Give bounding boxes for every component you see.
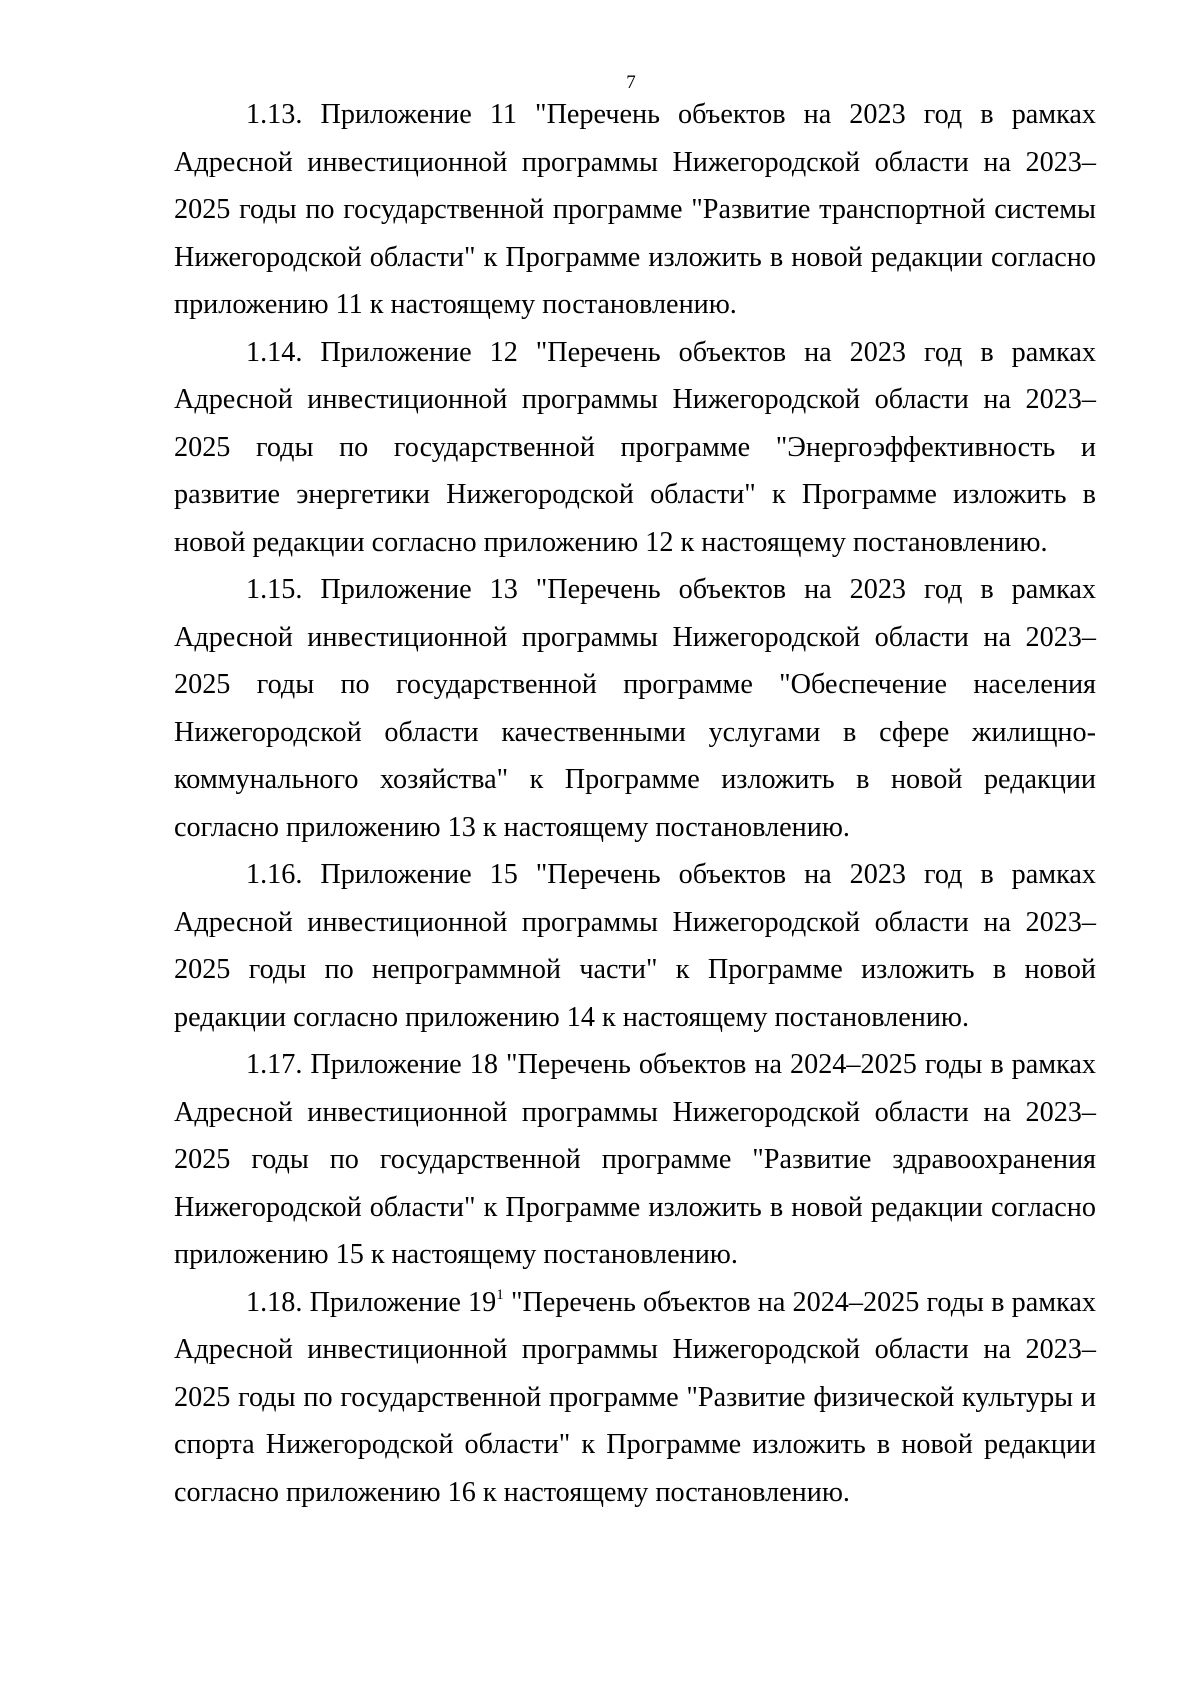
page-number: 7: [626, 72, 636, 93]
paragraph-1-17: [174, 1041, 1096, 1279]
paragraph-text: Приложение 12 "Перечень объектов на 2023 год в рамках Адресной инвестиционной программы Нижегородской области на 2023–2025 годы по государственной программе "Энергоэффективность и развитие энергетики Нижегородской области" к Программе изложить в новой редакции согласно приложению 12 к настоящему постановлению.: [174, 336, 1096, 558]
paragraph-1-18: [174, 1279, 1096, 1517]
paragraph-1-14: [174, 329, 1096, 567]
paragraph-number: 1.16.: [246, 859, 303, 890]
paragraph-1-15: [174, 566, 1096, 851]
paragraph-text: Приложение 18 "Перечень объектов на 2024–2025 годы в рамках Адресной инвестиционной программы Нижегородской области на 2023–2025 годы по государственной программе "Развитие здравоохранения Нижегородской области" к Программе изложить в новой редакции согласно приложению 15 к настоящему постановлению.: [174, 1049, 1096, 1270]
paragraph-number: 1.17.: [246, 1049, 303, 1080]
paragraph-1-16: [174, 851, 1096, 1041]
superscript-index: 1: [496, 1286, 504, 1303]
paragraph-text: Приложение 11 "Перечень объектов на 2023 год в рамках Адресной инвестиционной программы Нижегородской области на 2023–2025 годы по государственной программе "Развитие транспортной системы Нижегородской области" к Программе изложить в новой редакции согласно приложению 11 к настоящему постановлению.: [174, 99, 1097, 320]
paragraph-number: 1.18.: [246, 1286, 303, 1318]
paragraph-number: 1.13.: [246, 99, 303, 130]
paragraph-number: 1.15.: [246, 574, 303, 605]
paragraph-number: 1.14.: [246, 336, 303, 368]
paragraph-text-continued: "Перечень объектов на 2024–2025 годы в рамках Адресной инвестиционной программы Нижегородской области на 2023–2025 годы по государственной программе "Развитие физической культуры и спорта Нижегородской области" к Программе изложить в новой редакции согласно приложению 16 к настоящему постановлению.: [174, 1286, 1096, 1508]
paragraph-1-13: [174, 91, 1096, 329]
paragraph-text: Приложение 15 "Перечень объектов на 2023 год в рамках Адресной инвестиционной программы Нижегородской области на 2023–2025 годы по непрограммной части" к Программе изложить в новой редакции согласно приложению 14 к настоящему постановлению.: [174, 859, 1096, 1033]
document-body: [174, 91, 1096, 1516]
paragraph-text: Приложение 19: [309, 1286, 497, 1318]
paragraph-text: Приложение 13 "Перечень объектов на 2023 год в рамках Адресной инвестиционной программы Нижегородской области на 2023–2025 годы по государственной программе "Обеспечение населения Нижегородской области качественными услугами в сфере жилищно-коммунального хозяйства" к Программе изложить в новой редакции согласно приложению 13 к настоящему постановлению.: [174, 574, 1096, 843]
